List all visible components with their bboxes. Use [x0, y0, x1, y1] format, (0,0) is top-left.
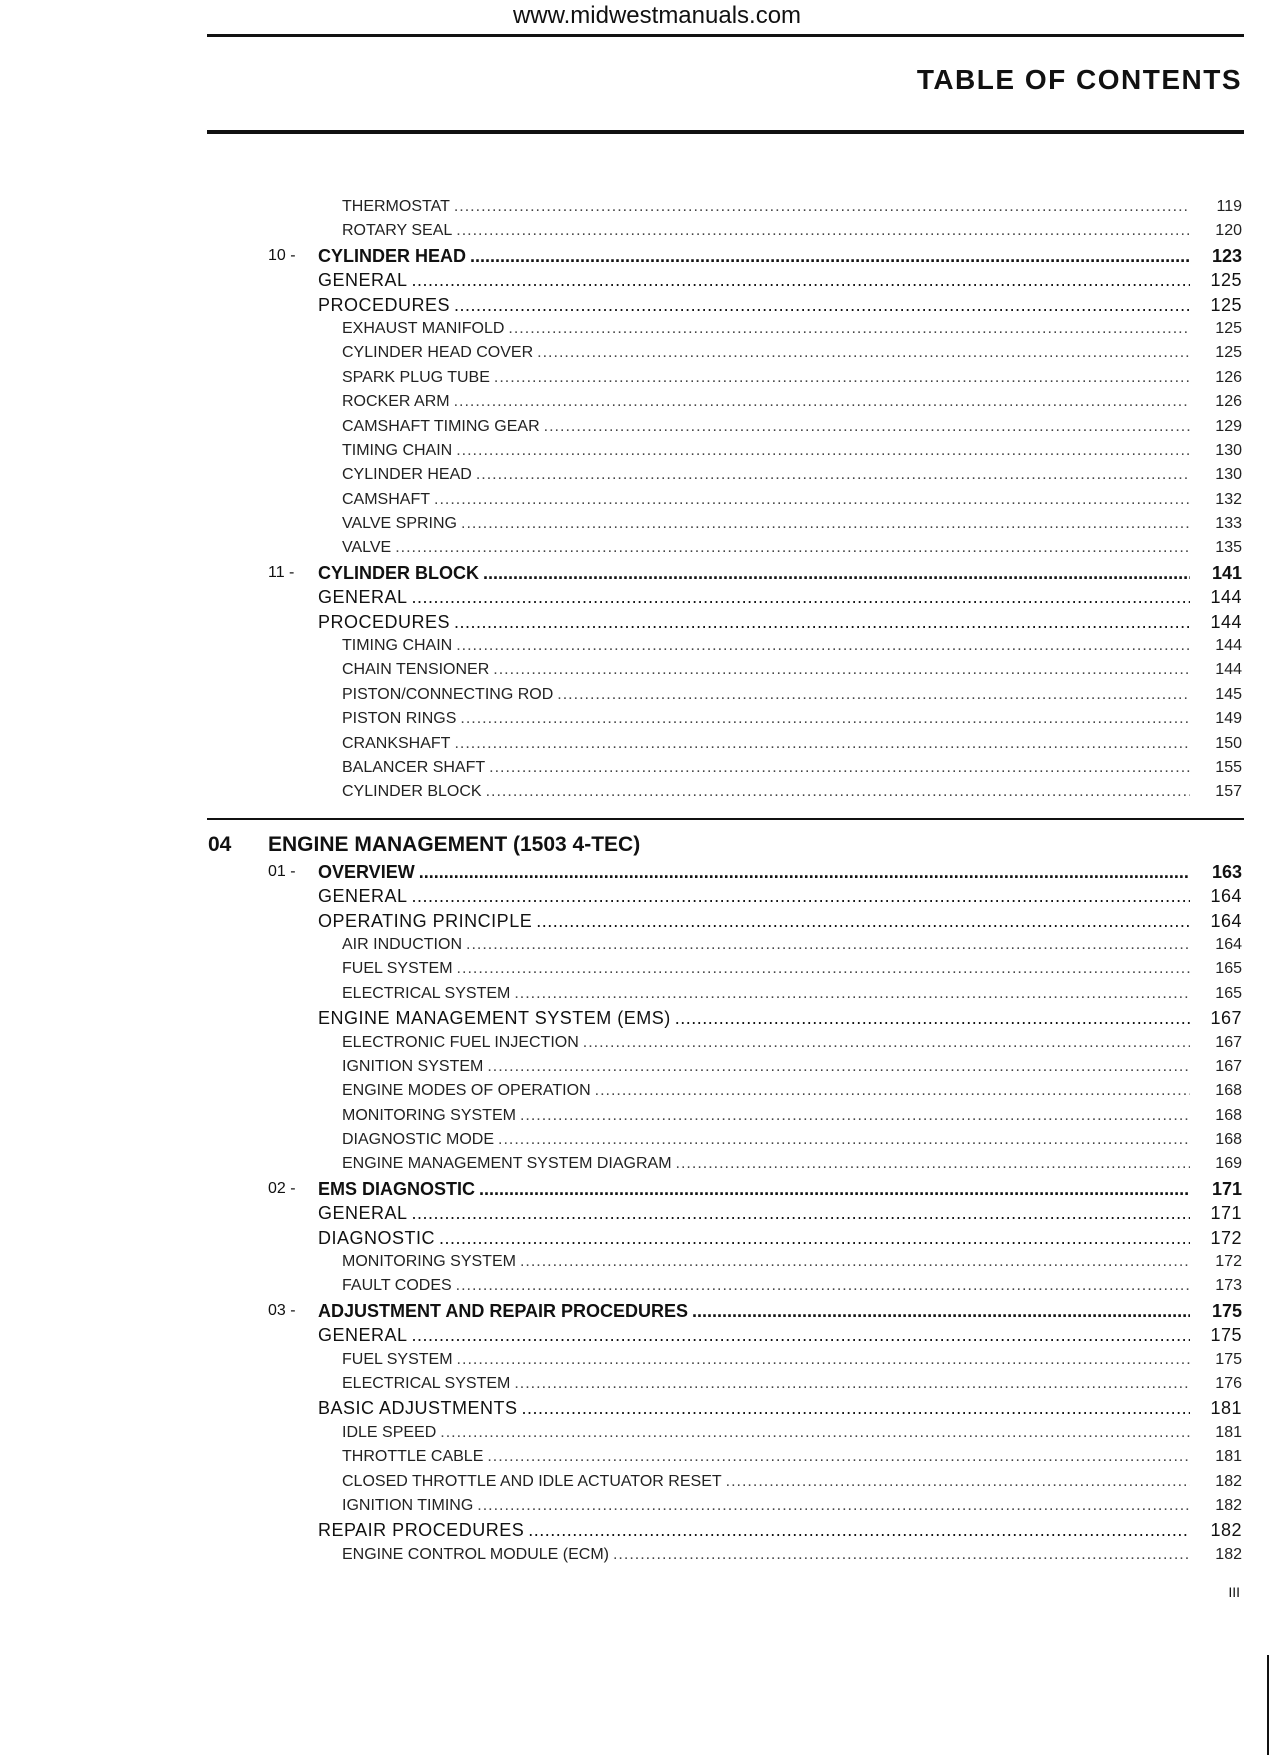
toc-entry-label: ELECTRICAL SYSTEM: [342, 1374, 511, 1392]
toc-entry-text: [318, 1201, 1242, 1225]
toc-page-number: 130: [1215, 466, 1242, 484]
toc-entry-label: TIMING CHAIN: [342, 441, 453, 459]
toc-page-number: 181: [1215, 1423, 1242, 1441]
toc-entry-label: VALVE: [342, 539, 392, 557]
toc-dot-leader: [460, 707, 1190, 731]
toc-entry-text: [318, 610, 1242, 634]
toc-entry: [0, 1372, 1275, 1396]
toc-dot-leader: [595, 1079, 1190, 1103]
toc-page-number: 135: [1215, 539, 1242, 557]
toc-entry-text: [318, 268, 1242, 292]
toc-entry-label: SPARK PLUG TUBE: [342, 368, 490, 386]
toc-entry-text: [342, 732, 1242, 756]
page-edge-mark: [1267, 1655, 1269, 1755]
toc-entry: [0, 512, 1275, 536]
toc-dot-leader: [461, 512, 1190, 536]
toc-page-number: 171: [1210, 1203, 1242, 1224]
page-title: TABLE OF CONTENTS: [916, 64, 1242, 95]
toc-entry-text: [342, 317, 1242, 341]
toc-dot-leader: [454, 293, 1190, 317]
toc-dot-leader: [454, 610, 1190, 634]
toc-page-number: 181: [1210, 1398, 1242, 1419]
toc-dot-leader: [412, 1201, 1190, 1225]
toc-entry-label: GENERAL: [318, 270, 408, 291]
toc-page-number: 163: [1211, 861, 1242, 882]
toc-entry-text: [342, 707, 1242, 731]
toc-dot-leader: [412, 585, 1190, 609]
toc-entry-label: REPAIR PROCEDURES: [318, 1520, 525, 1541]
toc-entry-text: [318, 561, 1242, 585]
toc-dot-leader: [466, 933, 1190, 957]
toc-entry-text: [342, 1372, 1242, 1396]
toc-dot-leader: [613, 1543, 1190, 1567]
toc-entry: [0, 536, 1275, 560]
toc-entry-label: IGNITION TIMING: [342, 1496, 474, 1514]
toc-page-number: 126: [1215, 368, 1242, 386]
toc-dot-leader: [456, 1274, 1190, 1298]
toc-page-number: 145: [1215, 685, 1242, 703]
toc-page-number: 129: [1215, 417, 1242, 435]
toc-entry-text: [318, 884, 1242, 908]
toc-entry-text: [342, 1445, 1242, 1469]
toc-dot-leader: [676, 1152, 1190, 1176]
toc-entry: [0, 658, 1275, 682]
toc-page-number: 168: [1215, 1082, 1242, 1100]
toc-entry-label: THROTTLE CABLE: [342, 1448, 484, 1466]
toc-entry-label: OPERATING PRINCIPLE: [318, 910, 533, 931]
toc-dot-leader: [536, 909, 1190, 933]
toc-dot-leader: [440, 1421, 1190, 1445]
toc-dot-leader: [544, 415, 1190, 439]
toc-entry-label: CYLINDER HEAD COVER: [342, 344, 534, 362]
toc-page-number: 173: [1215, 1277, 1242, 1295]
toc-entry-text: [342, 195, 1242, 219]
toc-dot-leader: [477, 1494, 1190, 1518]
toc-dot-leader: [520, 1250, 1190, 1274]
toc-entry: [0, 860, 1275, 884]
toc-chapter-number: 11 -: [268, 563, 295, 581]
toc-entry-label: MONITORING SYSTEM: [342, 1253, 516, 1271]
toc-entry-text: [318, 244, 1242, 268]
toc-page-number: 167: [1210, 1008, 1242, 1029]
toc-entry-label: DIAGNOSTIC: [318, 1227, 436, 1248]
toc-entry-text: [342, 683, 1242, 707]
toc-entry-label: ENGINE MANAGEMENT SYSTEM (EMS): [318, 1008, 671, 1029]
toc-entry: [0, 1031, 1275, 1055]
toc-entry-text: [342, 780, 1242, 804]
toc-dot-leader: [454, 732, 1190, 756]
toc-entry-label: OVERVIEW: [318, 861, 415, 882]
toc-entry-label: ADJUSTMENT AND REPAIR PROCEDURES: [318, 1300, 689, 1321]
toc-entry-label: FUEL SYSTEM: [342, 960, 453, 978]
toc-page-number: 149: [1215, 710, 1242, 728]
toc-entry: [0, 219, 1275, 243]
toc-entry-label: GENERAL: [318, 1325, 408, 1346]
toc-entry-text: [318, 1299, 1242, 1323]
toc-entry-text: [342, 1104, 1242, 1128]
toc-entry-text: [342, 390, 1242, 414]
toc-page-number: 164: [1210, 886, 1242, 907]
header-url: www.midwestmanuals.com: [512, 2, 802, 29]
toc-dot-leader: [528, 1518, 1190, 1542]
toc-entry-label: CLOSED THROTTLE AND IDLE ACTUATOR RESET: [342, 1472, 722, 1490]
toc-entry: [0, 634, 1275, 658]
toc-entry-text: [342, 536, 1242, 560]
toc-entry-label: IGNITION SYSTEM: [342, 1057, 484, 1075]
toc-dot-leader: [486, 780, 1190, 804]
toc-entry-text: [318, 909, 1242, 933]
toc-entry: [0, 957, 1275, 981]
toc-dot-leader: [494, 366, 1190, 390]
toc-entry: [0, 1396, 1275, 1420]
toc-entry: [0, 585, 1275, 609]
toc-entry: [0, 982, 1275, 1006]
toc-entry-label: VALVE SPRING: [342, 515, 457, 533]
toc-dot-leader: [537, 341, 1190, 365]
toc-entry-text: [342, 1274, 1242, 1298]
toc-entry: [0, 317, 1275, 341]
toc-entry-text: [342, 1079, 1242, 1103]
toc-entry: [0, 1445, 1275, 1469]
toc-dot-leader: [522, 1396, 1190, 1420]
toc-entry: [0, 1201, 1275, 1225]
toc-entry-label: EMS DIAGNOSTIC: [318, 1178, 476, 1199]
toc-page-number: 175: [1210, 1325, 1242, 1346]
toc-entry-label: FUEL SYSTEM: [342, 1350, 453, 1368]
toc-chapter-number: 01 -: [268, 862, 296, 880]
toc-entry-text: [318, 860, 1242, 884]
toc-entry: [0, 561, 1275, 585]
toc-page-number: 130: [1215, 441, 1242, 459]
toc-entry: [0, 909, 1275, 933]
toc-entry: [0, 1421, 1275, 1445]
toc-entry-label: CAMSHAFT TIMING GEAR: [342, 417, 540, 435]
toc-page-number: 125: [1215, 319, 1242, 337]
toc-entry: [0, 756, 1275, 780]
toc-dot-leader: [419, 860, 1190, 884]
toc-entry: [0, 732, 1275, 756]
toc-entry-text: [318, 585, 1242, 609]
toc-dot-leader: [456, 219, 1190, 243]
toc-entry-text: [342, 1250, 1242, 1274]
toc-entry-label: PISTON/CONNECTING ROD: [342, 685, 554, 703]
toc-entry-text: [342, 219, 1242, 243]
toc-page-number: 125: [1215, 344, 1242, 362]
toc-entry-text: [342, 957, 1242, 981]
toc-dot-leader: [412, 1323, 1190, 1347]
toc-page-number: 175: [1211, 1300, 1242, 1321]
toc-entry-label: ROTARY SEAL: [342, 222, 453, 240]
toc-dot-leader: [454, 390, 1190, 414]
toc-entry-text: [342, 439, 1242, 463]
toc-entry-text: [342, 1470, 1242, 1494]
toc-dot-leader: [412, 884, 1190, 908]
toc-entry-text: [342, 1031, 1242, 1055]
toc-entry-label: CRANKSHAFT: [342, 734, 451, 752]
toc-entry-label: CAMSHAFT: [342, 490, 430, 508]
toc-dot-leader: [457, 957, 1190, 981]
toc-page-number: 157: [1215, 783, 1242, 801]
toc-page-number: 119: [1216, 198, 1242, 215]
toc-dot-leader: [454, 195, 1190, 219]
toc-dot-leader: [412, 268, 1190, 292]
toc-page-number: 141: [1211, 562, 1242, 583]
toc-page-number: 165: [1215, 960, 1242, 978]
toc-dot-leader: [520, 1104, 1190, 1128]
toc-entry-text: [342, 463, 1242, 487]
toc-page-number: 125: [1210, 270, 1242, 291]
toc-dot-leader: [456, 634, 1190, 658]
toc-chapter-number: 03 -: [268, 1301, 296, 1319]
toc-entry-text: [342, 1152, 1242, 1176]
toc-entry-label: CHAIN TENSIONER: [342, 661, 490, 679]
toc-entry-label: DIAGNOSTIC MODE: [342, 1131, 495, 1149]
toc-dot-leader: [487, 1055, 1190, 1079]
toc-page-number: 155: [1215, 758, 1242, 776]
toc-dot-leader: [456, 439, 1190, 463]
toc-entry-text: [342, 933, 1242, 957]
toc-entry-label: MONITORING SYSTEM: [342, 1106, 516, 1124]
toc-entry: [0, 1518, 1275, 1542]
toc-dot-leader: [395, 536, 1190, 560]
toc-entry: [0, 1006, 1275, 1030]
toc-page-number: 125: [1210, 294, 1242, 315]
toc-entry: [0, 1226, 1275, 1250]
section-gap: [0, 805, 1275, 830]
toc-page-number: 120: [1215, 222, 1242, 240]
toc-entry: [0, 1177, 1275, 1201]
toc-entry-label: ENGINE MANAGEMENT SYSTEM DIAGRAM: [342, 1155, 672, 1173]
toc-entry: [0, 463, 1275, 487]
toc-page-number: 133: [1215, 515, 1242, 533]
toc-entry: [0, 293, 1275, 317]
toc-page-number: 144: [1210, 587, 1242, 608]
toc-entry-text: [342, 366, 1242, 390]
toc-dot-leader: [726, 1470, 1190, 1494]
header-bottom-rule: [207, 130, 1244, 134]
toc-entry: [0, 439, 1275, 463]
toc-page-number: 150: [1215, 734, 1242, 752]
toc-entry-text: [342, 1128, 1242, 1152]
toc-entry-label: THERMOSTAT: [342, 198, 450, 215]
toc-page-number: 181: [1215, 1448, 1242, 1466]
toc-entry: [0, 1104, 1275, 1128]
page-number: III: [1228, 1584, 1240, 1600]
toc-dot-leader: [675, 1006, 1190, 1030]
toc-page-number: 175: [1215, 1350, 1242, 1368]
toc-entry: [0, 1128, 1275, 1152]
toc-page-number: 169: [1215, 1155, 1242, 1173]
toc-entry-label: GENERAL: [318, 886, 408, 907]
toc-entry: [0, 390, 1275, 414]
toc-dot-leader: [487, 1445, 1190, 1469]
toc-entry-label: PROCEDURES: [318, 294, 451, 315]
toc-entry-text: [342, 658, 1242, 682]
toc-entry: [0, 341, 1275, 365]
toc-dot-leader: [479, 1177, 1190, 1201]
toc-entry-text: [342, 512, 1242, 536]
toc-entry-label: IDLE SPEED: [342, 1423, 437, 1441]
toc-entry-label: CYLINDER HEAD: [318, 245, 467, 266]
toc-entry-label: CYLINDER HEAD: [342, 466, 472, 484]
toc-entry-text: [318, 1518, 1242, 1542]
toc-page-number: 168: [1215, 1131, 1242, 1149]
toc-chapter-number: 10 -: [268, 246, 296, 264]
toc-entry: [0, 1470, 1275, 1494]
toc-entry: [0, 1348, 1275, 1372]
toc-dot-leader: [514, 982, 1190, 1006]
toc-entry-label: TIMING CHAIN: [342, 637, 453, 655]
toc-page-number: 123: [1211, 245, 1242, 266]
toc-entry-label: ENGINE MODES OF OPERATION: [342, 1082, 591, 1100]
toc-dot-leader: [493, 658, 1190, 682]
header-top-rule: [207, 34, 1244, 37]
toc-dot-leader: [489, 756, 1190, 780]
toc-page-number: 182: [1215, 1545, 1242, 1563]
toc-entry-text: [318, 293, 1242, 317]
toc-entry-label: CYLINDER BLOCK: [318, 562, 479, 583]
toc-entry: [0, 1055, 1275, 1079]
toc-dot-leader: [514, 1372, 1190, 1396]
toc-entry: [0, 933, 1275, 957]
toc-dot-leader: [692, 1299, 1190, 1323]
toc-entry-text: [318, 1177, 1242, 1201]
toc-entry-text: [342, 1421, 1242, 1445]
toc-page-number: 171: [1211, 1178, 1242, 1199]
toc-entry: [0, 884, 1275, 908]
toc-section-list: [0, 860, 1275, 1567]
toc-entry-text: [342, 488, 1242, 512]
section-title: ENGINE MANAGEMENT (1503 4-TEC): [268, 832, 641, 856]
toc-page-number: 182: [1215, 1472, 1242, 1490]
toc-entry-text: [342, 1055, 1242, 1079]
toc-page-number: 164: [1215, 935, 1242, 953]
toc-page-number: 167: [1215, 1033, 1242, 1051]
toc-entry-label: ENGINE CONTROL MODULE (ECM): [342, 1545, 609, 1563]
toc-entry: [0, 488, 1275, 512]
table-of-contents: [0, 195, 1275, 1567]
toc-dot-leader: [439, 1226, 1190, 1250]
toc-page-number: 172: [1210, 1227, 1242, 1248]
toc-page-number: 176: [1215, 1374, 1242, 1392]
toc-entry-text: [318, 1226, 1242, 1250]
section-rule: [207, 818, 1244, 820]
toc-entry-label: PROCEDURES: [318, 611, 451, 632]
toc-entry-text: [318, 1396, 1242, 1420]
toc-entry-label: AIR INDUCTION: [342, 935, 462, 953]
section-number: 04: [208, 832, 232, 856]
toc-entry: [0, 244, 1275, 268]
toc-entry-text: [342, 1494, 1242, 1518]
toc-entry-text: [342, 634, 1242, 658]
section-heading: [0, 830, 1275, 860]
toc-entry-text: [318, 1006, 1242, 1030]
toc-dot-leader: [476, 463, 1190, 487]
toc-dot-leader: [557, 683, 1190, 707]
toc-entry: [0, 610, 1275, 634]
toc-dot-leader: [457, 1348, 1190, 1372]
toc-entry: [0, 780, 1275, 804]
toc-entry-label: CYLINDER BLOCK: [342, 783, 482, 801]
toc-entry: [0, 1299, 1275, 1323]
toc-dot-leader: [483, 561, 1190, 585]
toc-entry-label: ROCKER ARM: [342, 393, 450, 411]
toc-entry: [0, 1250, 1275, 1274]
toc-dot-leader: [508, 317, 1190, 341]
toc-entry-label: GENERAL: [318, 1203, 408, 1224]
toc-entry: [0, 1494, 1275, 1518]
toc-entry-text: [342, 1348, 1242, 1372]
toc-dot-leader: [434, 488, 1190, 512]
toc-dot-leader: [498, 1128, 1190, 1152]
toc-page-number: 144: [1215, 637, 1242, 655]
toc-entry: [0, 415, 1275, 439]
toc-entry-text: [342, 982, 1242, 1006]
toc-entry-label: GENERAL: [318, 587, 408, 608]
toc-entry: [0, 1323, 1275, 1347]
toc-entry-label: FAULT CODES: [342, 1277, 452, 1295]
toc-entry: [0, 1079, 1275, 1103]
toc-entry: [0, 1543, 1275, 1567]
toc-top-list: [0, 195, 1275, 805]
toc-entry-text: [342, 415, 1242, 439]
toc-page-number: 165: [1215, 984, 1242, 1002]
toc-entry: [0, 1274, 1275, 1298]
toc-entry: [0, 683, 1275, 707]
toc-dot-leader: [583, 1031, 1190, 1055]
toc-page-number: 144: [1215, 661, 1242, 679]
toc-page-number: 167: [1215, 1057, 1242, 1075]
toc-page-number: 172: [1215, 1253, 1242, 1271]
toc-entry-label: PISTON RINGS: [342, 710, 457, 728]
toc-page-number: 168: [1215, 1106, 1242, 1124]
toc-entry-text: [342, 756, 1242, 780]
toc-page-number: 182: [1210, 1520, 1242, 1541]
toc-page-number: 132: [1215, 490, 1242, 508]
toc-page-number: 126: [1215, 393, 1242, 411]
toc-page-number: 164: [1210, 910, 1242, 931]
toc-entry: [0, 1152, 1275, 1176]
toc-entry-label: ELECTRICAL SYSTEM: [342, 984, 511, 1002]
toc-chapter-number: 02 -: [268, 1179, 296, 1197]
toc-entry-text: [342, 1543, 1242, 1567]
toc-entry: [0, 707, 1275, 731]
toc-entry-label: BALANCER SHAFT: [342, 758, 486, 776]
toc-entry-label: EXHAUST MANIFOLD: [342, 319, 505, 337]
toc-dot-leader: [470, 244, 1190, 268]
toc-entry-text: [342, 341, 1242, 365]
toc-page-number: 144: [1210, 611, 1242, 632]
toc-page-number: 182: [1215, 1496, 1242, 1514]
toc-entry: [0, 195, 1275, 219]
toc-entry-label: ELECTRONIC FUEL INJECTION: [342, 1033, 579, 1051]
toc-entry-text: [318, 1323, 1242, 1347]
toc-entry: [0, 268, 1275, 292]
toc-entry-label: BASIC ADJUSTMENTS: [318, 1398, 518, 1419]
toc-entry: [0, 366, 1275, 390]
